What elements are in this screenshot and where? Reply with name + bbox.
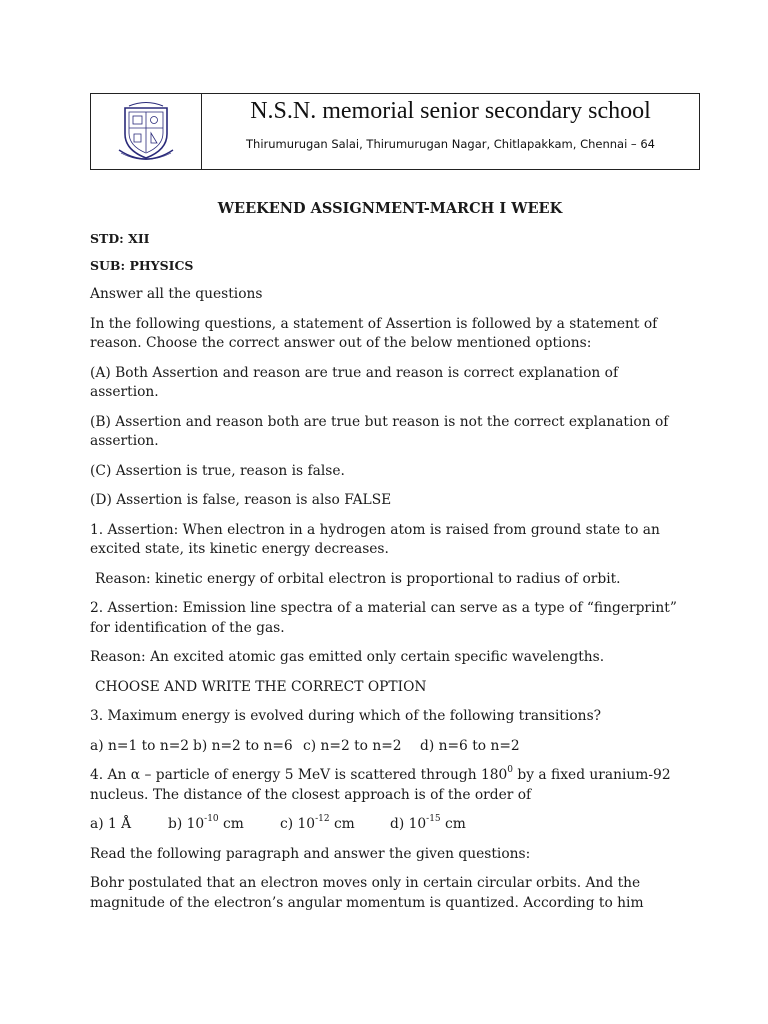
q4-option-a: a) 1 Å <box>90 816 132 832</box>
option-a: (A) Both Assertion and reason are true and reason is correct explanation of assertion. <box>90 364 619 400</box>
q3-option-b: b) n=2 to n=6 <box>193 737 293 754</box>
q3-question: 3. Maximum energy is evolved during which of the following transitions? <box>90 708 602 724</box>
q3-options <box>90 737 690 757</box>
q2-reason: Reason: An excited atomic gas emitted only certain specific wavelengths. <box>90 649 605 665</box>
q4-option-c-unit: cm <box>329 816 355 832</box>
paragraph-intro: Read the following paragraph and answer the given questions: <box>90 845 531 862</box>
assertion-intro: In the following questions, a statement of Assertion is followed by a statement of reason. Choose the correct answer out of the below mentioned options: <box>90 315 658 351</box>
q4-question <box>90 766 690 805</box>
q2-assertion: 2. Assertion: Emission line spectra of a material can serve as a type of “fingerprint” for identification of the gas. <box>90 600 677 636</box>
paragraph-text: Bohr postulated that an electron moves only in certain circular orbits. And the magnitude of the electron’s angular momentum is quantized. According to him <box>90 875 644 911</box>
q4-option-b-base: b) 10 <box>168 816 205 832</box>
school-name: N.S.N. memorial senior secondary school <box>250 98 651 124</box>
school-address: Thirumurugan Salai, Thirumurugan Nagar, Chitlapakkam, Chennai – 64 <box>246 137 655 151</box>
instruction: Answer all the questions <box>90 286 263 302</box>
q3-option-a: a) n=1 to n=2 <box>90 737 190 754</box>
q1-reason: Reason: kinetic energy of orbital electron is proportional to radius of orbit. <box>95 570 621 587</box>
q4-option-b-unit: cm <box>218 816 244 832</box>
q1-assertion: 1. Assertion: When electron in a hydrogen atom is raised from ground state to an excited state, its kinetic energy decreases. <box>90 521 660 557</box>
q4-option-b-exp: -10 <box>204 814 219 825</box>
q4-option-d-base: d) 10 <box>390 816 427 832</box>
school-info <box>202 94 699 169</box>
option-d: (D) Assertion is false, reason is also FALSE <box>90 492 392 508</box>
q4-options <box>90 815 690 835</box>
q4-option-c-exp: -12 <box>315 814 330 825</box>
assignment-body <box>90 200 690 923</box>
assignment-title: WEEKEND ASSIGNMENT-MARCH I WEEK <box>217 200 563 217</box>
choose-heading: CHOOSE AND WRITE THE CORRECT OPTION <box>95 678 427 695</box>
option-c: (C) Assertion is true, reason is false. <box>90 462 345 479</box>
q3-option-c: c) n=2 to n=2 <box>303 737 402 754</box>
q3-option-d: d) n=6 to n=2 <box>420 737 520 754</box>
q4-option-b <box>168 815 280 835</box>
q4-option-d <box>390 815 466 835</box>
q4-option-d-exp: -15 <box>426 814 441 825</box>
q4-text-start: 4. An α – particle of energy 5 MeV is scattered through 180 <box>90 767 508 783</box>
school-header <box>90 93 700 170</box>
option-b: (B) Assertion and reason both are true but reason is not the correct explanation of assertion. <box>90 413 669 449</box>
std-label: STD: XII <box>90 231 150 246</box>
logo-cell <box>91 94 202 169</box>
q4-text-end: by a fixed uranium-92 nucleus. The distance of the closest approach is of the order of <box>90 767 671 803</box>
q4-option-c-base: c) 10 <box>280 816 316 832</box>
q4-option-d-unit: cm <box>440 816 466 832</box>
q4-degree-sup: 0 <box>507 765 514 776</box>
subject-label: SUB: PHYSICS <box>90 258 194 273</box>
school-crest-icon <box>115 100 177 164</box>
q4-option-c <box>280 815 390 835</box>
